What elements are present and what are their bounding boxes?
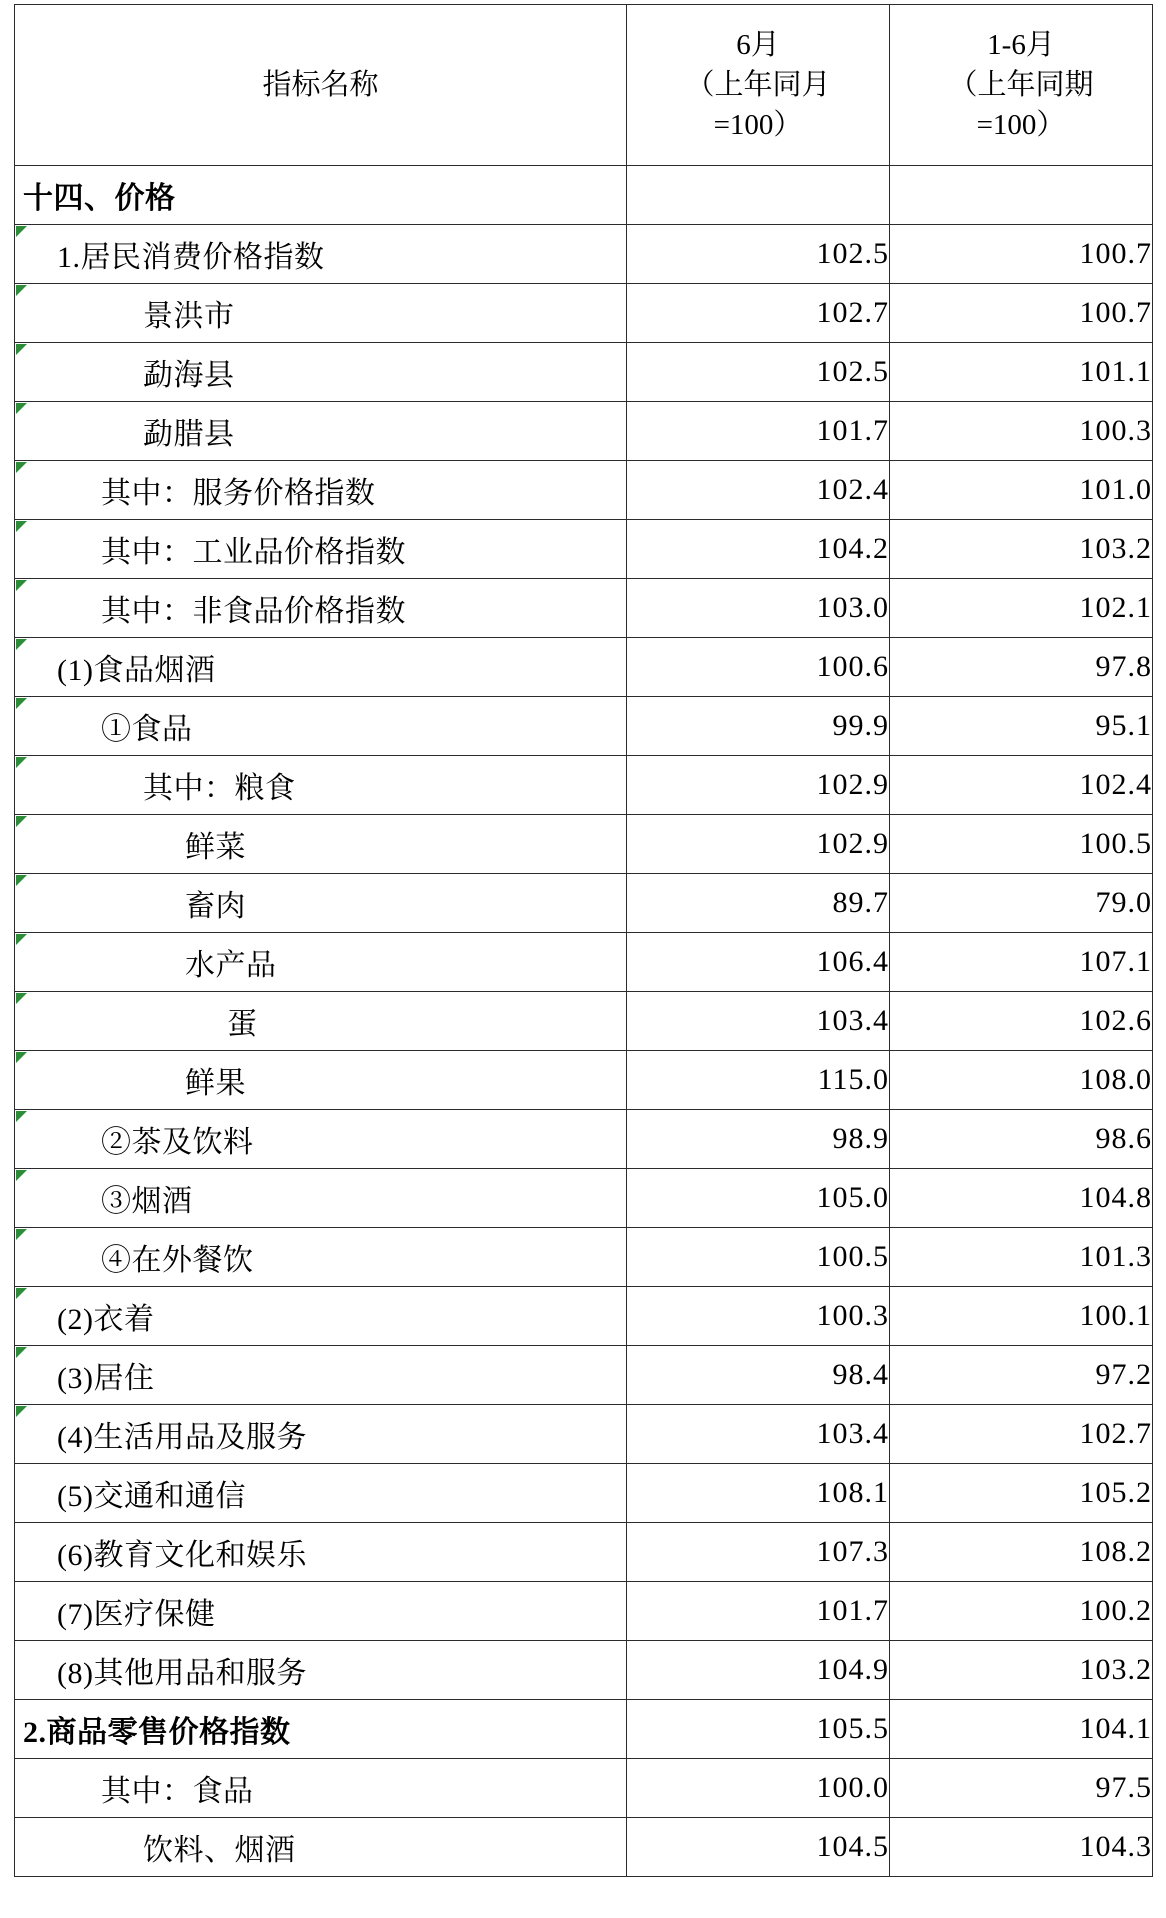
row-label: ①食品	[101, 713, 193, 746]
row-label: (3)居住	[57, 1362, 155, 1395]
table-row	[15, 1405, 1153, 1464]
row-label-cell	[15, 815, 627, 874]
row-value-jan-june: 100.5	[890, 815, 1153, 874]
row-value-june: 103.4	[627, 1405, 890, 1464]
column-header-jan-june-line1: 1-6月	[987, 28, 1055, 61]
row-label: (8)其他用品和服务	[57, 1657, 307, 1690]
row-value-june: 105.5	[627, 1700, 890, 1759]
table-row	[15, 402, 1153, 461]
row-value-jan-june: 95.1	[890, 697, 1153, 756]
row-label-cell	[15, 697, 627, 756]
row-value-jan-june: 100.7	[890, 284, 1153, 343]
row-label: 鲜菜	[185, 831, 246, 864]
table-row	[15, 638, 1153, 697]
row-label-cell	[15, 1110, 627, 1169]
row-label-cell	[15, 874, 627, 933]
row-value-june: 106.4	[627, 933, 890, 992]
row-value-june: 101.7	[627, 402, 890, 461]
row-value-jan-june: 100.2	[890, 1582, 1153, 1641]
table-row	[15, 284, 1153, 343]
column-header-june-line1: 6月	[736, 28, 780, 61]
row-value-jan-june: 103.2	[890, 520, 1153, 579]
price-index-table	[14, 4, 1153, 1877]
row-value-june: 102.5	[627, 343, 890, 402]
row-value-jan-june: 100.7	[890, 225, 1153, 284]
row-value-june: 107.3	[627, 1523, 890, 1582]
row-label: (2)衣着	[57, 1303, 155, 1336]
table-row	[15, 874, 1153, 933]
row-label-cell	[15, 402, 627, 461]
table-row	[15, 1051, 1153, 1110]
row-label: (1)食品烟酒	[57, 654, 216, 687]
row-value-jan-june: 104.3	[890, 1818, 1153, 1877]
row-label-cell	[15, 1582, 627, 1641]
row-label-cell	[15, 225, 627, 284]
row-value-june: 98.4	[627, 1346, 890, 1405]
row-label-cell	[15, 579, 627, 638]
row-label-cell	[15, 1051, 627, 1110]
row-label-cell	[15, 461, 627, 520]
row-value-jan-june: 102.1	[890, 579, 1153, 638]
row-label-cell	[15, 166, 627, 225]
table-row	[15, 992, 1153, 1051]
row-label-cell	[15, 1287, 627, 1346]
row-value-june: 104.5	[627, 1818, 890, 1877]
row-value-jan-june: 108.0	[890, 1051, 1153, 1110]
row-value-june: 101.7	[627, 1582, 890, 1641]
row-value-jan-june: 101.3	[890, 1228, 1153, 1287]
row-value-jan-june: 97.8	[890, 638, 1153, 697]
table-row	[15, 1464, 1153, 1523]
table-row	[15, 166, 1153, 225]
table-header	[15, 5, 1153, 166]
row-label-cell	[15, 1464, 627, 1523]
table-body	[15, 166, 1153, 1877]
row-value-jan-june: 100.1	[890, 1287, 1153, 1346]
column-header-june-line3: =100）	[713, 109, 803, 141]
row-label: (4)生活用品及服务	[57, 1421, 307, 1454]
row-value-jan-june: 103.2	[890, 1641, 1153, 1700]
table-row	[15, 520, 1153, 579]
row-value-june: 115.0	[627, 1051, 890, 1110]
column-header-indicator-name	[15, 5, 627, 166]
row-label-cell	[15, 1759, 627, 1818]
row-value-june: 100.6	[627, 638, 890, 697]
table-row	[15, 1228, 1153, 1287]
row-label: 水产品	[185, 949, 277, 982]
row-label: ④在外餐饮	[101, 1244, 254, 1277]
row-value-jan-june: 107.1	[890, 933, 1153, 992]
column-header-jan-june-line2: （上年同期	[948, 68, 1094, 101]
table-row	[15, 1287, 1153, 1346]
table-row	[15, 933, 1153, 992]
row-value-june: 100.5	[627, 1228, 890, 1287]
row-label-cell	[15, 1523, 627, 1582]
row-value-jan-june: 101.1	[890, 343, 1153, 402]
row-value-june	[627, 166, 890, 225]
row-label: 其中：服务价格指数	[101, 477, 376, 510]
row-value-june: 102.4	[627, 461, 890, 520]
row-label: 蛋	[227, 1008, 258, 1041]
table-row	[15, 1700, 1153, 1759]
column-header-jan-june	[890, 5, 1153, 166]
row-label: 畜肉	[185, 890, 246, 923]
row-value-jan-june	[890, 166, 1153, 225]
table-row	[15, 225, 1153, 284]
row-label: ③烟酒	[101, 1185, 193, 1218]
row-value-jan-june: 98.6	[890, 1110, 1153, 1169]
row-label-cell	[15, 756, 627, 815]
row-value-june: 98.9	[627, 1110, 890, 1169]
row-label: 景洪市	[143, 300, 235, 333]
row-label: 其中：工业品价格指数	[101, 536, 406, 569]
row-label-cell	[15, 1405, 627, 1464]
row-label: (6)教育文化和娱乐	[57, 1539, 307, 1572]
row-value-jan-june: 100.3	[890, 402, 1153, 461]
row-label-cell	[15, 1169, 627, 1228]
row-value-jan-june: 102.6	[890, 992, 1153, 1051]
row-value-june: 100.0	[627, 1759, 890, 1818]
row-value-june: 104.9	[627, 1641, 890, 1700]
table-row	[15, 343, 1153, 402]
row-value-june: 104.2	[627, 520, 890, 579]
table-header-row	[15, 5, 1153, 166]
row-value-june: 103.0	[627, 579, 890, 638]
row-value-jan-june: 102.4	[890, 756, 1153, 815]
row-label-cell	[15, 343, 627, 402]
table-row	[15, 1110, 1153, 1169]
row-value-jan-june: 102.7	[890, 1405, 1153, 1464]
row-label-cell	[15, 1641, 627, 1700]
row-value-june: 102.9	[627, 756, 890, 815]
row-value-jan-june: 101.0	[890, 461, 1153, 520]
row-value-jan-june: 97.5	[890, 1759, 1153, 1818]
row-label: 其中：粮食	[143, 772, 296, 805]
row-label-cell	[15, 638, 627, 697]
row-label-cell	[15, 992, 627, 1051]
row-label: 鲜果	[185, 1067, 246, 1100]
row-label: 2.商品零售价格指数	[23, 1716, 291, 1749]
row-label: 勐腊县	[143, 418, 235, 451]
table-row	[15, 756, 1153, 815]
row-label-cell	[15, 1700, 627, 1759]
table-row	[15, 579, 1153, 638]
row-value-jan-june: 97.2	[890, 1346, 1153, 1405]
row-value-june: 108.1	[627, 1464, 890, 1523]
row-label: 1.居民消费价格指数	[57, 241, 325, 274]
row-value-june: 102.7	[627, 284, 890, 343]
row-label: 十四、价格	[23, 182, 176, 215]
row-label-cell	[15, 520, 627, 579]
row-value-june: 102.9	[627, 815, 890, 874]
row-label: 其中：食品	[101, 1775, 254, 1808]
row-value-june: 103.4	[627, 992, 890, 1051]
table-row	[15, 697, 1153, 756]
column-header-june-line2: （上年同月	[685, 68, 831, 101]
row-value-jan-june: 79.0	[890, 874, 1153, 933]
row-value-june: 100.3	[627, 1287, 890, 1346]
row-value-jan-june: 105.2	[890, 1464, 1153, 1523]
row-label-cell	[15, 284, 627, 343]
row-value-jan-june: 104.1	[890, 1700, 1153, 1759]
row-label-cell	[15, 1228, 627, 1287]
column-header-indicator-name-text: 指标名称	[262, 68, 379, 101]
row-value-jan-june: 108.2	[890, 1523, 1153, 1582]
row-value-june: 99.9	[627, 697, 890, 756]
table-row	[15, 815, 1153, 874]
row-label: (7)医疗保健	[57, 1598, 216, 1631]
table-row	[15, 1759, 1153, 1818]
row-label: 其中：非食品价格指数	[101, 595, 406, 628]
row-value-june: 89.7	[627, 874, 890, 933]
table-row	[15, 1346, 1153, 1405]
row-label: 饮料、烟酒	[143, 1834, 296, 1867]
row-value-jan-june: 104.8	[890, 1169, 1153, 1228]
column-header-june	[627, 5, 890, 166]
table-row	[15, 1641, 1153, 1700]
row-label: (5)交通和通信	[57, 1480, 246, 1513]
row-label: 勐海县	[143, 359, 235, 392]
table-row	[15, 1169, 1153, 1228]
column-header-jan-june-line3: =100）	[976, 109, 1066, 141]
row-value-june: 105.0	[627, 1169, 890, 1228]
table-row	[15, 1818, 1153, 1877]
row-label: ②茶及饮料	[101, 1126, 254, 1159]
row-label-cell	[15, 1818, 627, 1877]
row-label-cell	[15, 933, 627, 992]
table-row	[15, 1523, 1153, 1582]
table-row	[15, 1582, 1153, 1641]
row-value-june: 102.5	[627, 225, 890, 284]
table-row	[15, 461, 1153, 520]
row-label-cell	[15, 1346, 627, 1405]
